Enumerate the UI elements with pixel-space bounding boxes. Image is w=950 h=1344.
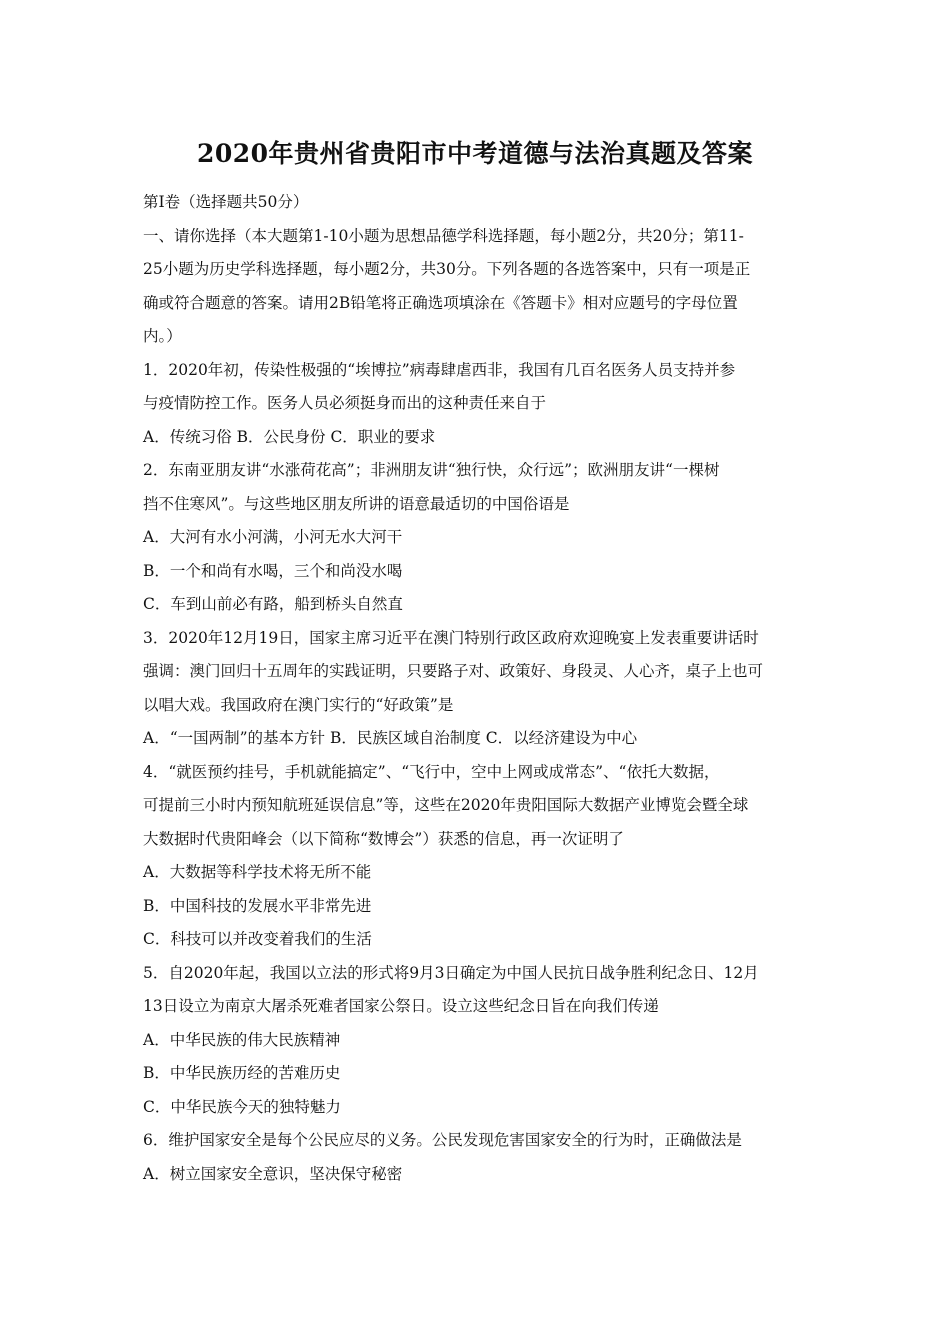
question-4-stem: 4．“就医预约挂号，手机就能搞定”、“飞行中，空中上网或成常态”、“依托大数据，	[143, 762, 720, 781]
question-6-stem: 6．维护国家安全是每个公民应尽的义务。公民发现危害国家安全的行为时，正确做法是	[143, 1131, 742, 1149]
question-4-option-b: B．中国科技的发展水平非常先进	[143, 896, 372, 915]
instruction-line: 25小题为历史学科选择题，每小题2分，共30分。下列各题的各选答案中，只有一项是正	[143, 260, 751, 278]
question-5-option-a: A．中华民族的伟大民族精神	[143, 1030, 341, 1049]
question-5-stem: 13日设立为南京大屠杀死难者国家公祭日。设立这些纪念日旨在向我们传递	[143, 997, 659, 1015]
question-3-stem: 以唱大戏。我国政府在澳门实行的“好政策”是	[143, 695, 454, 714]
document-body	[143, 186, 807, 1191]
question-4-stem: 可提前三小时内预知航班延误信息”等，这些在2020年贵阳国际大数据产业博览会暨全球	[143, 796, 749, 814]
question-3-options: A．“一国两制”的基本方针 B．民族区域自治制度 C．以经济建设为中心	[143, 729, 638, 747]
question-2-stem: 2．东南亚朋友讲“水涨荷花高”；非洲朋友讲“独行快，众行远”；欧洲朋友讲“一棵树	[143, 461, 720, 479]
question-1-stem: 1．2020年初，传染性极强的“埃博拉”病毒肆虐西非，我国有几百名医务人员支持并参	[143, 360, 736, 379]
question-2-option-a: A．大河有水小河满，小河无水大河干	[143, 528, 403, 546]
section-heading: 第Ⅰ卷（选择题共50分）	[143, 193, 309, 211]
instruction-line: 确或符合题意的答案。请用2B铅笔将正确选项填涂在《答题卡》相对应题号的字母位置	[143, 293, 738, 312]
instruction-line: 内。）	[143, 327, 182, 345]
question-1-options: A．传统习俗 B．公民身份 C．职业的要求	[143, 427, 436, 446]
question-3-stem: 3．2020年12月19日，国家主席习近平在澳门特别行政区政府欢迎晚宴上发表重要讲话时	[143, 628, 759, 647]
question-6-option-a: A．树立国家安全意识，坚决保守秘密	[143, 1164, 403, 1183]
question-4-stem: 大数据时代贵阳峰会（以下简称“数博会”）获悉的信息，再一次证明了	[143, 829, 624, 848]
question-1-stem: 与疫情防控工作。医务人员必须挺身而出的这种责任来自于	[143, 394, 547, 412]
question-2-stem: 挡不住寒风”。与这些地区朋友所讲的语意最适切的中国俗语是	[143, 494, 570, 513]
question-5-option-b: B．中华民族历经的苦难历史	[143, 1064, 341, 1082]
question-2-option-c: C．车到山前必有路，船到桥头自然直	[143, 595, 403, 613]
instruction-line: 一、请你选择（本大题第1-10小题为思想品德学科选择题，每小题2分，共20分；第11-	[143, 226, 744, 245]
question-5-option-c: C．中华民族今天的独特魅力	[143, 1097, 341, 1116]
question-2-option-b: B．一个和尚有水喝，三个和尚没水喝	[143, 561, 403, 580]
question-5-stem: 5．自2020年起，我国以立法的形式将9月3日确定为中国人民抗日战争胜利纪念日、12月	[143, 963, 759, 982]
document-title: 2020年贵州省贵阳市中考道德与法治真题及答案	[196, 139, 754, 168]
question-4-option-a: A．大数据等科学技术将无所不能	[143, 863, 372, 881]
question-4-option-c: C．科技可以并改变着我们的生活	[143, 930, 372, 948]
question-3-stem: 强调：澳门回归十五周年的实践证明，只要路子对、政策好、身段灵、人心齐，桌子上也可	[143, 662, 764, 680]
